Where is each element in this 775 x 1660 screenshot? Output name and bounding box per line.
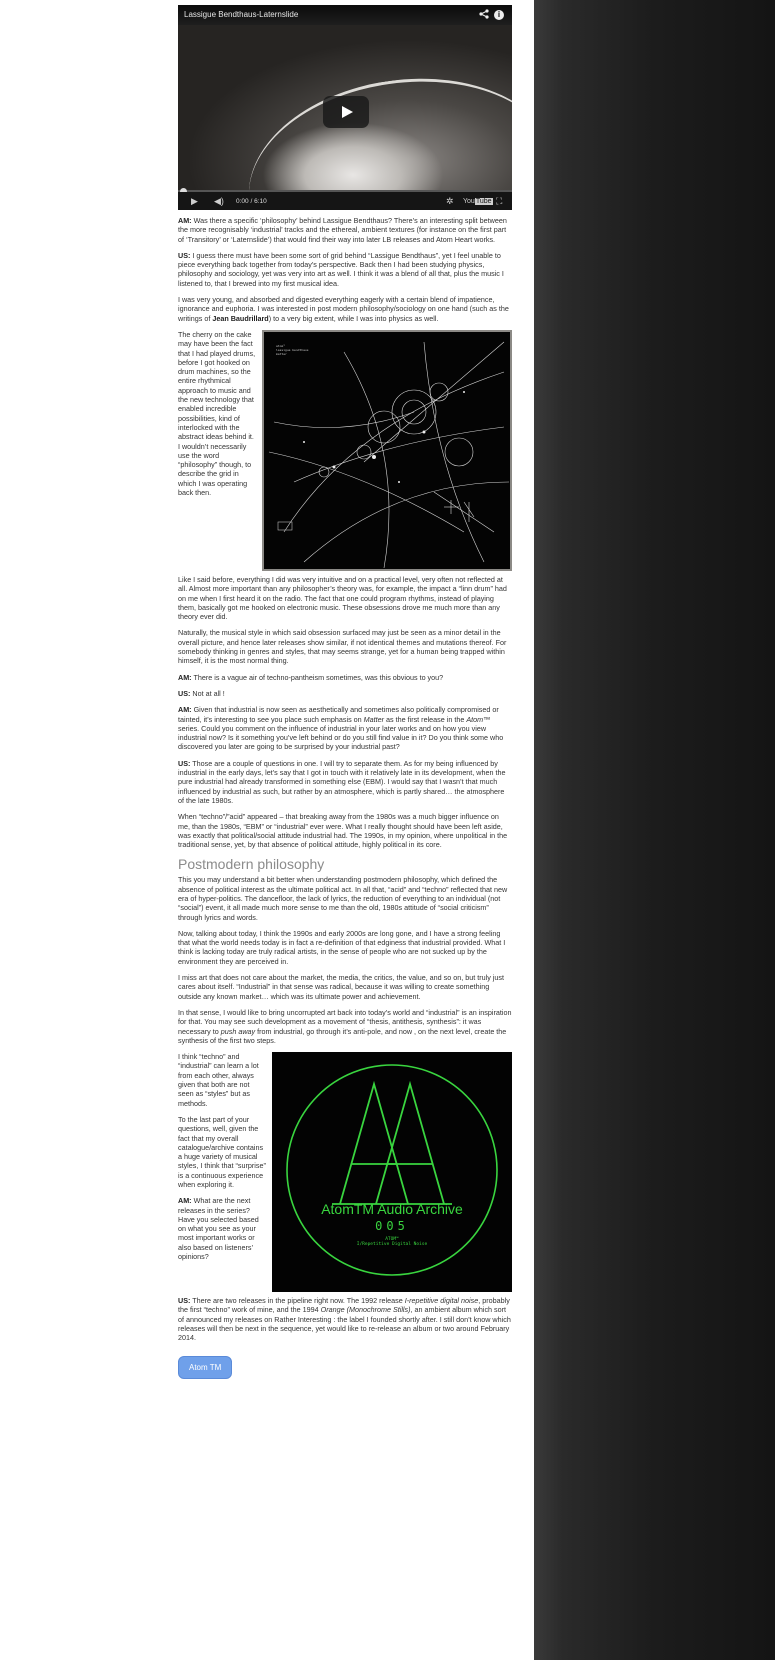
answer-text: from industrial, go through it’s anti-pole, and now , on the next level, create the synthesis of the first two steps. bbox=[178, 1026, 507, 1045]
answer-text: , an ambient album which sort of announced my releases on Rather Interesting : the label I founded shortly after. I still don’t know which releases will then be next in the sequence, yet would like to re-release an album or two around February 2014. bbox=[178, 1305, 511, 1343]
answer-paragraph: The cherry on the cake may have been the fact that I had played drums, before I got hooked on drum machines, so the entire rhythmical approach to music and the new technology that enabled incredible possibilities, kind of interlocked with the abstract ideas behind it. I wouldn’t necessarily use the word “philosophy” though, to describe the grid in which I was operating back then. bbox=[178, 329, 256, 498]
answer-paragraph: When “techno”/”acid” appeared – that breaking away from the 1980s was a much bigger influence on me, than the 1980s, “EBM” or “industrial” ever were. What I really thought should have been left aside, was exactly that political/social attitude industrial had. The 1990s, in my opinion, where unpolitical in the traditional sense, yet, by that absence of political attitude, highly political in its core. bbox=[178, 812, 508, 850]
question-paragraph bbox=[178, 216, 512, 244]
answer-paragraph: Like I said before, everything I did was very intuitive and on a practical level, very often not reflected at all. Almost more important than any philosopher’s theory was, for example, the impact a “linn drum” had on me when I first heard it on the radio. The fact that one could program rhythms, instead of playing them, basically got me hooked on electronic music. These obsessions drove me much more than any theory ever did. bbox=[178, 574, 507, 622]
interviewee-label: US: bbox=[178, 758, 191, 768]
answer-paragraph: I think “techno” and “industrial” can learn a lot from each other, always given that both are not seen as “styles” but as methods. bbox=[178, 1052, 259, 1108]
bold-name: Jean Baudrillard bbox=[212, 313, 269, 323]
answer-text: In that sense, I would like to bring uncorrupted art back into today’s world and “industrial” is an inspiration for that. You may see such development as a movement of “thesis, antithesis, synthesis”: it was necessary to bbox=[178, 1007, 512, 1036]
interviewer-label: AM: bbox=[178, 672, 192, 682]
italic-text: push away bbox=[220, 1026, 256, 1036]
archive-logo-illustration bbox=[272, 1052, 512, 1292]
italic-title: I-repetitive digital noise bbox=[404, 1296, 479, 1306]
info-icon[interactable]: i bbox=[494, 10, 504, 20]
answer-paragraph bbox=[178, 1008, 512, 1045]
question-text: Given that industrial is now seen as aesthetically and sometimes also politically compromised or tainted, it’s interesting to see you place such emphasis on bbox=[178, 705, 499, 724]
right-background bbox=[534, 0, 775, 1660]
answer-paragraph: Now, talking about today, I think the 1990s and early 2000s are long gone, and I have a strong feeling that what the world needs today is in fact a re-definition of that edginess that industrial provided. What I think is lacking today are truly radical artists, in the sense of people who are not sucked up by the environment they are perceived in. bbox=[178, 928, 506, 966]
video-time: 0:00 / 6:10 bbox=[236, 198, 267, 205]
question-text: There is a vague air of techno-pantheism sometimes, was this obvious to you? bbox=[193, 672, 444, 682]
italic-title: Orange (Monochrome Stills) bbox=[320, 1305, 411, 1315]
answer-paragraph: This you may understand a bit better when understanding postmodern philosophy, which defined the absence of political interest as the ultimate political act. In all that, “acid” and “techno” reflected that new era of hyper-politics. The dancefloor, the lack of lyrics, the reduction of everything to an individual (not “social”) event, it all made much more sense to me than the old, 1980s attitude of “social criticism” through lyrics and words. bbox=[178, 875, 508, 922]
question-paragraph bbox=[178, 673, 512, 682]
youtube-logo-icon[interactable]: YouTube bbox=[463, 198, 492, 205]
answer-text: ) to a very big extent, while I was into physics as well. bbox=[268, 313, 439, 323]
italic-title: Atom™ bbox=[466, 714, 491, 724]
atom-audio-archive-cover[interactable] bbox=[272, 1052, 512, 1292]
matter-album-cover[interactable] bbox=[262, 330, 512, 571]
answer-text: , probably the first “techno” work of mine, and the 1994 bbox=[178, 1296, 510, 1315]
cover-line: atom™ bbox=[276, 343, 286, 348]
answer-paragraph bbox=[178, 251, 512, 288]
answer-text: I guess there must have been some sort of grid behind “Lassigue Bendthaus”, yet I feel unable to piece everything back together from today’s perspective. Back then I had been studying physics, philosophy and sociology, yet was very into art as well. I think it was a blend of all that, plus the music I listened to, that I brewed into my first musical idea. bbox=[178, 250, 504, 288]
answer-text: There are two releases in the pipeline right now. The 1992 release bbox=[192, 1296, 405, 1306]
video-title[interactable]: Lassigue Bendthaus-Laternslide bbox=[184, 10, 299, 19]
particle-tracks-illustration bbox=[264, 332, 510, 569]
video-player[interactable] bbox=[178, 5, 512, 210]
volume-icon[interactable]: ◀) bbox=[214, 196, 224, 206]
settings-icon[interactable]: ✲ bbox=[446, 196, 454, 206]
answer-paragraph bbox=[178, 759, 512, 805]
fullscreen-icon[interactable]: ⛶ bbox=[496, 196, 503, 206]
question-paragraph bbox=[178, 705, 512, 751]
question-text: What are the next releases in the series? Have you selected based on what you see as your most important works or also based on listeners’ opinions? bbox=[178, 1196, 259, 1262]
archive-subtitle bbox=[272, 1237, 512, 1247]
answer-text: Those are a couple of questions in one. I will try to separate them. As for my being influenced by industrial in the early days, let’s say that I got in touch with it relatively late in its development, when the pure industrial had already transformed in something else (EBM). I would say that I wasn’t that much influenced by industrial as such, but rather by an atmosphere, which is partly shared… the atmosphere of the late 1980s. bbox=[178, 758, 506, 805]
answer-paragraph: To the last part of your questions, well, given the fact that my overall catalogue/archive contains a huge variety of musical styles, I think that “surprise” is a continuous experience when exploring it. bbox=[178, 1114, 266, 1189]
interviewee-label: US: bbox=[178, 250, 191, 260]
answer-paragraph: Naturally, the musical style in which said obsession surfaced may just be seen as a minor detail in the overall picture, and hence later releases show similar, if not identical themes and mutations thereof. For somebody thinking in genres and styles, that may seems strange, yet for a human being trapped within himself, it is the most normal thing. bbox=[178, 628, 507, 666]
answer-paragraph bbox=[178, 295, 512, 323]
italic-title: Matter bbox=[363, 714, 385, 724]
cover-line: lassigue bendthaus bbox=[276, 347, 309, 352]
video-controls bbox=[178, 192, 512, 210]
question-text: Was there a specific ‘philosophy’ behind Lassigue Bendthaus? There’s an interesting split between the more recognisably ‘industrial’ tracks and the ethereal, ambient textures (for instance on the first part of ‘Transitory’ or ‘Laternslide’) that would find their way into later LB releases and Atom Heart works. bbox=[178, 216, 507, 244]
answer-text: Not at all ! bbox=[192, 688, 225, 698]
interviewee-label: US: bbox=[178, 688, 191, 698]
archive-artist: ATOM™ bbox=[385, 1237, 399, 1243]
cover-line: matter bbox=[276, 351, 287, 356]
video-titlebar bbox=[178, 5, 512, 25]
share-icon[interactable] bbox=[478, 9, 490, 21]
archive-number: 005 bbox=[375, 1219, 409, 1234]
play-button[interactable] bbox=[323, 96, 369, 128]
cover-credits bbox=[276, 344, 309, 356]
interviewer-label: AM: bbox=[178, 705, 192, 715]
question-text: as the first release in the bbox=[384, 714, 467, 724]
interviewee-label: US: bbox=[178, 1296, 191, 1306]
play-icon[interactable]: ▶ bbox=[191, 196, 198, 206]
archive-title: AtomTM Audio Archive bbox=[321, 1201, 463, 1218]
answer-paragraph bbox=[178, 689, 512, 698]
tag-atom-tm-button[interactable]: Atom TM bbox=[178, 1356, 232, 1379]
answer-paragraph bbox=[178, 1296, 512, 1342]
section-heading: Postmodern philosophy bbox=[178, 856, 325, 873]
question-text: series. Could you comment on the influence of industrial in your later works and on how you view industrial now? Is it something you’ve left behind or do you still find value in it? Do you think some who discovered you later are going to be surprised by your industrial past? bbox=[178, 723, 504, 752]
archive-release: I/Repetitive Digital Noise bbox=[356, 1242, 428, 1248]
interviewer-label: AM: bbox=[178, 1196, 192, 1206]
article-column bbox=[178, 0, 512, 1379]
answer-paragraph: I miss art that does not care about the market, the media, the critics, the value, and so on, but truly just cares about itself. “Industrial” in that sense was radical, because it was willing to create something outside any known market… which was its ultimate power and achievement. bbox=[178, 973, 504, 1001]
answer-text: I was very young, and absorbed and digested everything eagerly with a certain blend of impatience, ignorance and euphoria. I was interested in post modern philosophy/sociology on one hand (such as the writings of bbox=[178, 295, 509, 323]
interviewer-label: AM: bbox=[178, 216, 192, 225]
